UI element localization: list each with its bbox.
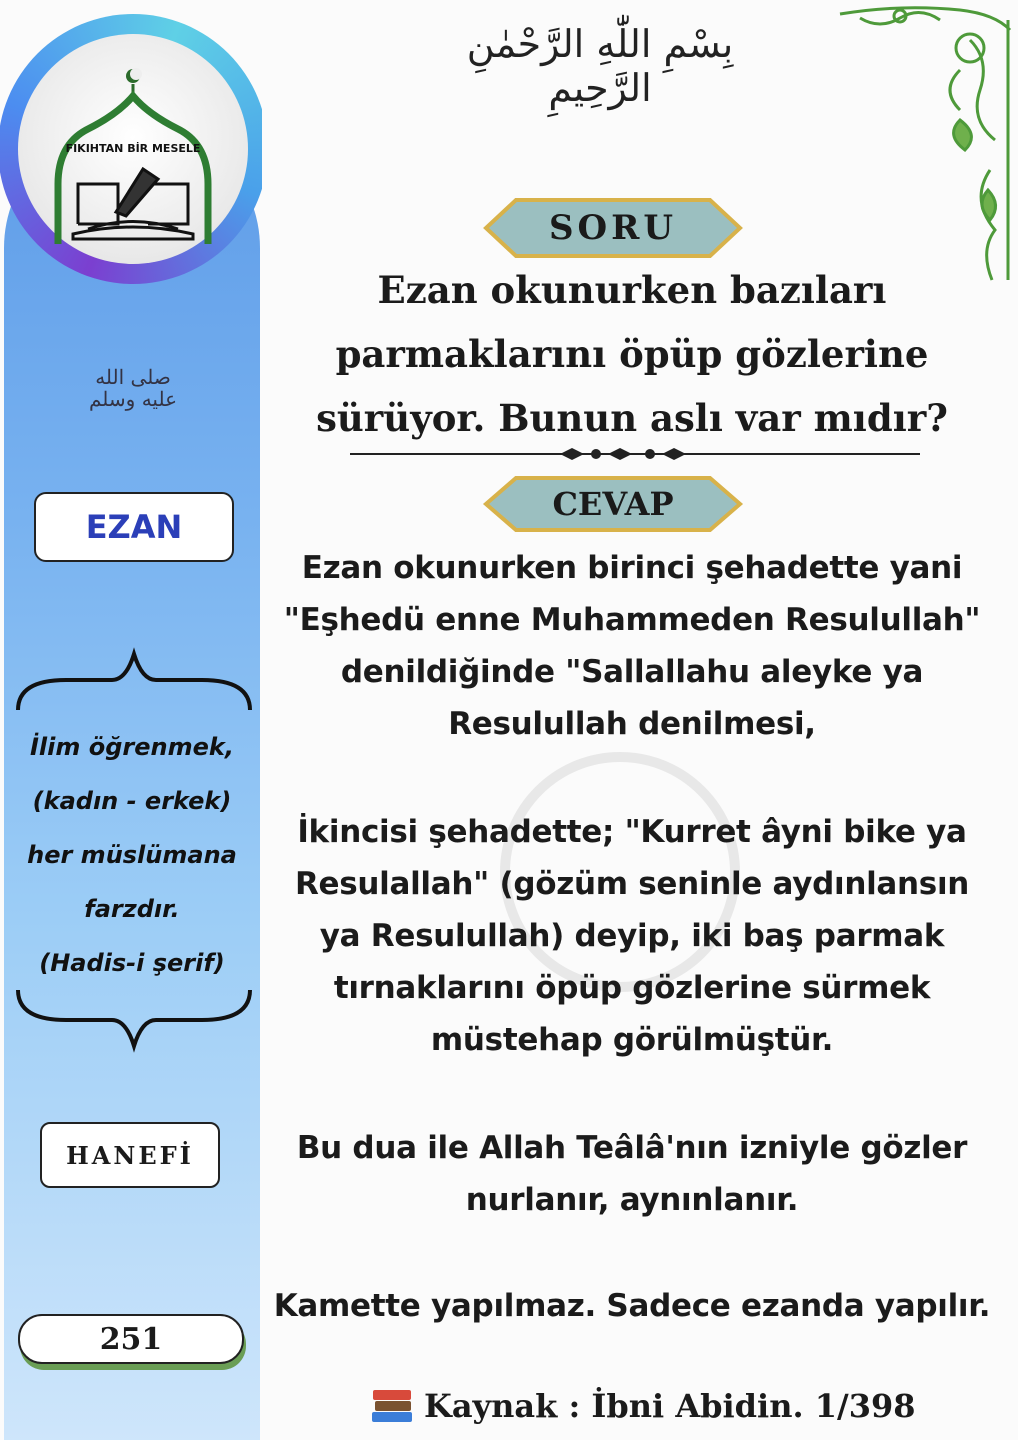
ornamental-divider xyxy=(350,442,920,466)
basmala-calligraphy: بِسْمِ اللّٰهِ الرَّحْمٰنِ الرَّحِيمِ xyxy=(466,22,734,110)
answer-line: ya Resulullah) deyip, iki baş parmak xyxy=(319,918,945,954)
corner-ornament xyxy=(820,0,1018,300)
answer-line: Ezan okunurken birinci şehadette yani xyxy=(301,550,963,586)
hadith-line: (kadın - erkek) xyxy=(32,787,232,815)
answer-paragraph-2 xyxy=(262,806,1002,1066)
hadith-quote xyxy=(14,720,250,990)
answer-badge xyxy=(482,474,744,534)
answer-line: "Eşhedü enne Muhammeden Resulullah" xyxy=(283,602,981,638)
question-badge-text: SORU xyxy=(548,208,678,248)
post-number-text: 251 xyxy=(99,1321,163,1357)
answer-line: nurlanır, aynınlanır. xyxy=(465,1182,799,1218)
post-number xyxy=(18,1314,244,1364)
question-text xyxy=(262,258,1002,450)
answer-line: Resulullah denilmesi, xyxy=(448,706,816,742)
answer-line: Kamette yapılmaz. Sadece ezanda yapılır. xyxy=(273,1288,991,1324)
source-text: Kaynak : İbni Abidin. 1/398 xyxy=(424,1387,916,1425)
question-line: parmaklarını öpüp gözlerine xyxy=(335,332,929,376)
answer-line: Bu dua ile Allah Teâlâ'nın izniyle gözler xyxy=(296,1130,968,1166)
salawat-calligraphy: صلى الله عليه وسلم xyxy=(88,365,178,411)
answer-badge-text: CEVAP xyxy=(552,485,674,523)
hadith-line: farzdır. xyxy=(84,895,180,923)
mosque-logo-icon xyxy=(18,34,248,264)
answer-line: Resulallah" (gözüm seninle aydınlansın xyxy=(294,866,970,902)
madhab-label-text: HANEFİ xyxy=(66,1140,194,1170)
answer-line: denildiğinde "Sallallahu aleyke ya xyxy=(340,654,924,690)
answer-paragraph-4 xyxy=(262,1280,1002,1332)
answer-paragraph-1 xyxy=(262,542,1002,750)
logo-arc-text: FIKIHTAN BİR MESELE xyxy=(65,142,201,155)
sidebar xyxy=(0,0,262,1440)
madhab-label xyxy=(40,1122,220,1188)
question-line: sürüyor. Bunun aslı var mıdır? xyxy=(316,396,948,440)
topic-label xyxy=(34,492,234,562)
answer-paragraph-3 xyxy=(262,1122,1002,1226)
question-line: Ezan okunurken bazıları xyxy=(377,268,887,312)
books-icon xyxy=(370,1386,414,1426)
answer-line: İkincisi şehadette; "Kurret âyni bike ya xyxy=(297,814,967,850)
hadith-line: (Hadis-i şerif) xyxy=(39,949,225,977)
logo xyxy=(18,34,248,264)
hadith-line: İlim öğrenmek, xyxy=(30,733,234,761)
answer-line: tırnaklarını öpüp gözlerine sürmek xyxy=(333,970,931,1006)
hadith-line: her müslümana xyxy=(27,841,237,869)
source-citation xyxy=(370,1386,930,1426)
answer-line: müstehap görülmüştür. xyxy=(430,1022,834,1058)
question-badge xyxy=(482,196,744,260)
topic-label-text: EZAN xyxy=(85,508,183,546)
